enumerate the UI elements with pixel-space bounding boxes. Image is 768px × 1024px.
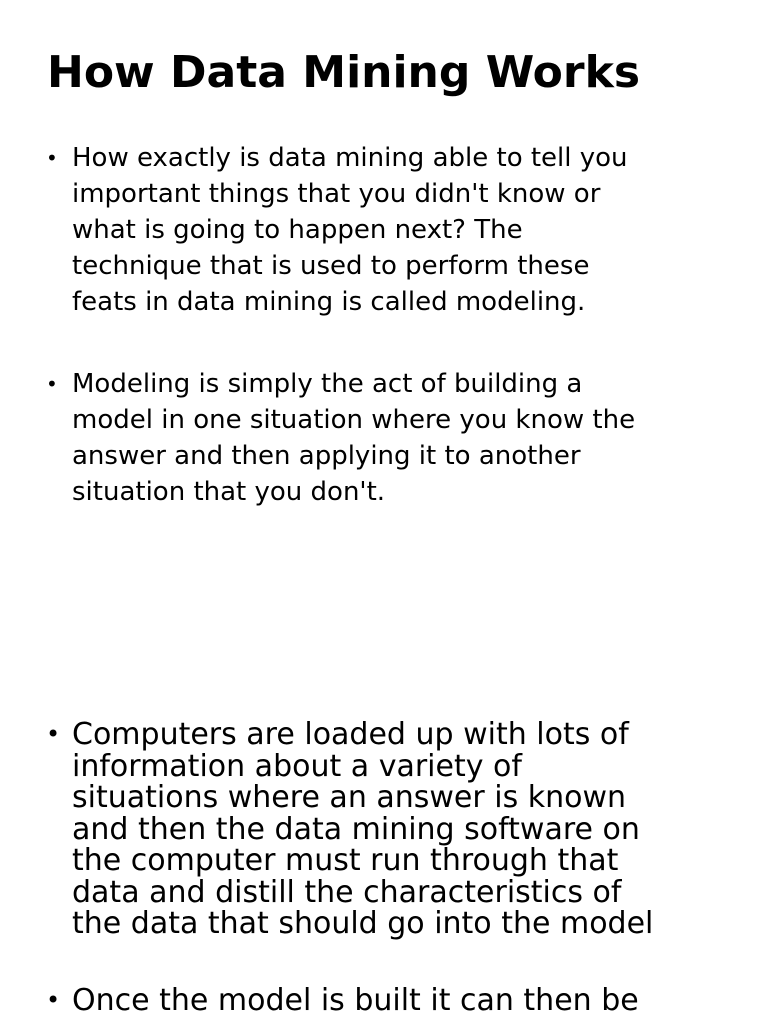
- bullet-text: [72, 985, 639, 1017]
- bullet-line: the data that should go into the model: [72, 906, 654, 941]
- bullet-line: Computers are loaded up with lots of: [72, 717, 629, 752]
- bullet-item: [46, 719, 726, 940]
- bullet-line: what is going to happen next? The: [72, 215, 523, 245]
- bullet-icon: •: [46, 372, 58, 396]
- bullet-line: Modeling is simply the act of building a: [72, 369, 583, 399]
- bullet-line: answer and then applying it to another: [72, 441, 581, 471]
- bullet-line: technique that is used to perform these: [72, 251, 590, 281]
- bullet-icon: •: [46, 720, 61, 748]
- bullet-line: important things that you didn't know or: [72, 179, 601, 209]
- bullet-line: Once the model is built it can then be: [72, 983, 639, 1018]
- bullet-item: [46, 366, 736, 510]
- bullet-text: [72, 719, 653, 940]
- bullet-text: [72, 140, 628, 320]
- bullet-icon: •: [46, 986, 61, 1014]
- bullet-line: situations where an answer is known: [72, 780, 627, 815]
- bullet-line: model in one situation where you know the: [72, 405, 636, 435]
- bullet-line: feats in data mining is called modeling.: [72, 287, 586, 317]
- bullet-line: information about a variety of: [72, 748, 522, 784]
- bullet-line: How exactly is data mining able to tell you: [72, 143, 628, 173]
- bullet-item: [46, 985, 726, 1017]
- bullet-text: [72, 366, 635, 510]
- bullet-line: situation that you don't.: [72, 477, 386, 507]
- bullet-icon: •: [46, 146, 58, 170]
- bullet-item: [46, 140, 736, 320]
- slide-title: How Data Mining Works: [47, 47, 641, 98]
- bullet-line: the computer must run through that: [72, 843, 619, 878]
- bullet-line: and then the data mining software on: [72, 811, 640, 847]
- bullet-line: data and distill the characteristics of: [72, 874, 622, 910]
